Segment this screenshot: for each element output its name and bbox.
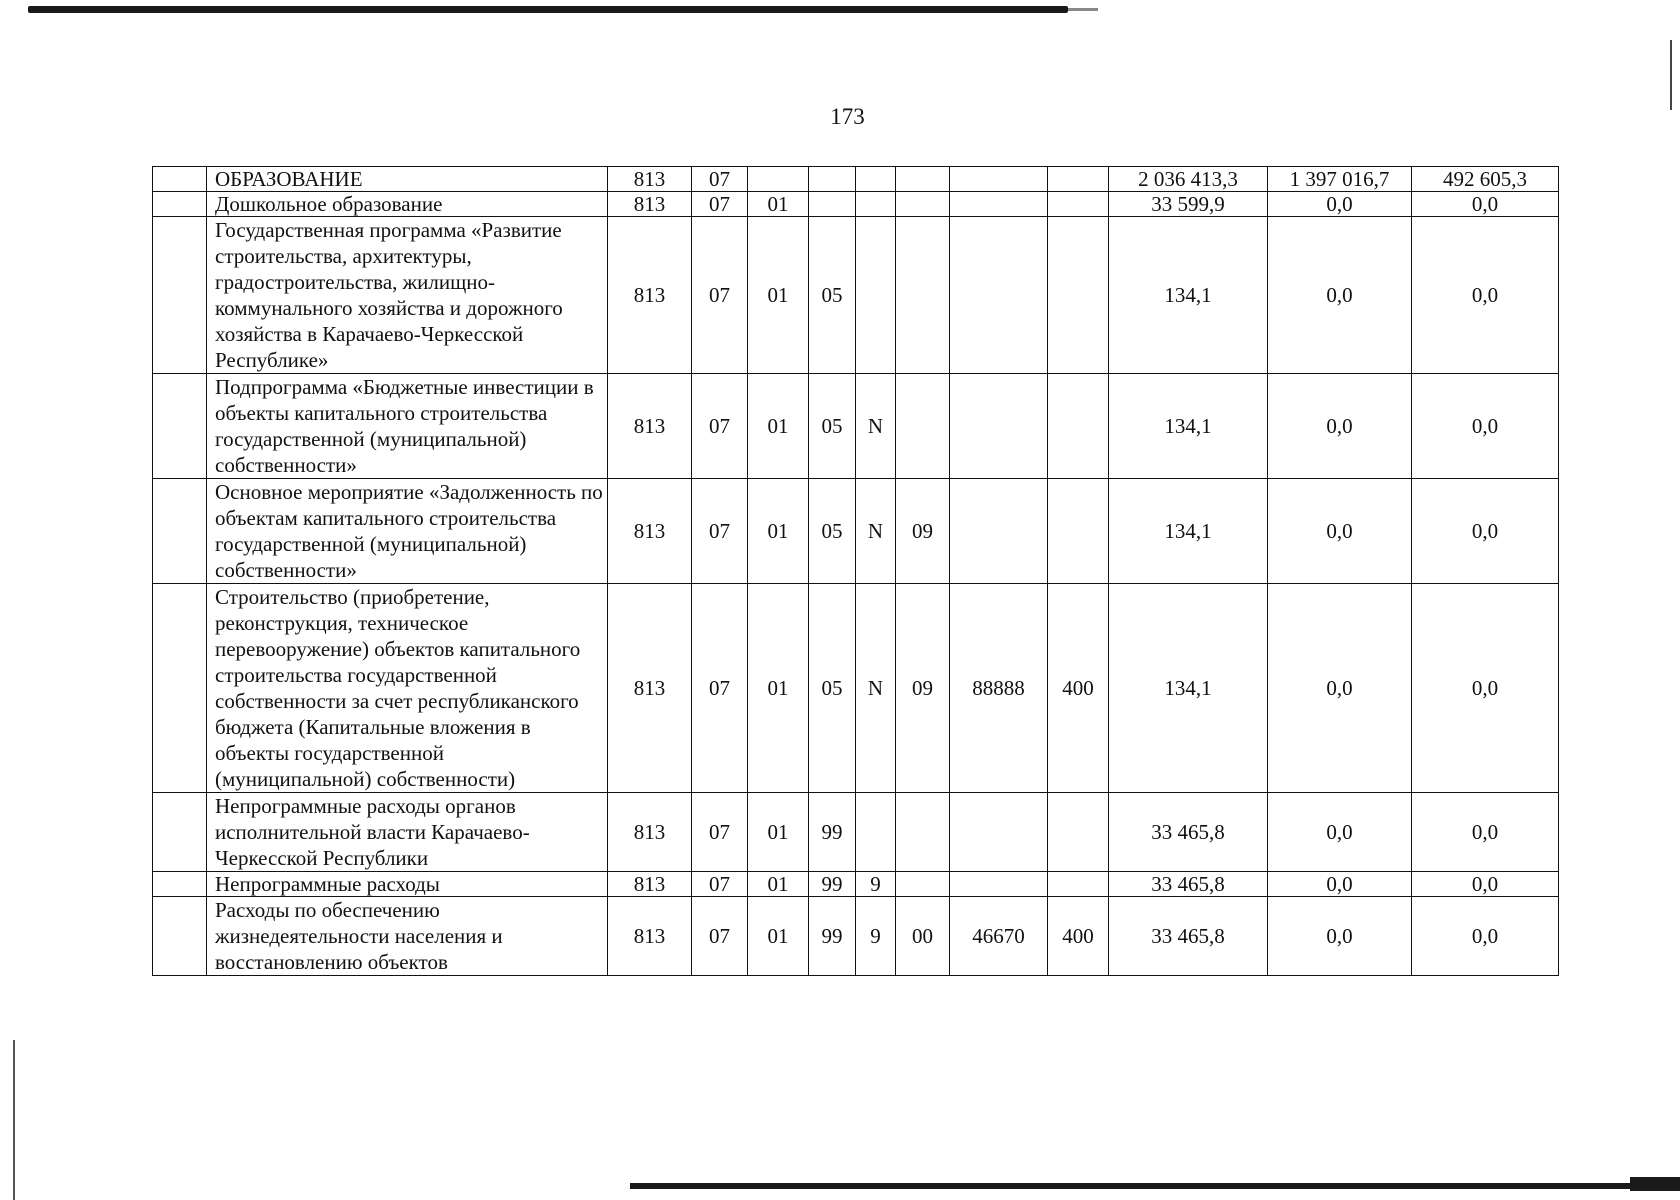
scan-top-edge <box>28 6 1068 13</box>
code-subprogram <box>856 192 896 217</box>
code-ministry: 813 <box>608 217 692 374</box>
row-marker-cell <box>153 897 207 976</box>
code-subprogram <box>856 217 896 374</box>
row-description: Основное мероприятие «Задолженность по объектам капитального строительства государственной (муниципальной) собственности» <box>207 479 608 584</box>
code-direction: 46670 <box>950 897 1048 976</box>
code-expense-type <box>1048 793 1109 872</box>
code-section: 07 <box>692 479 748 584</box>
code-program <box>809 192 856 217</box>
table-row <box>153 192 1559 217</box>
code-ministry: 813 <box>608 192 692 217</box>
code-program: 99 <box>809 872 856 897</box>
code-subsection: 01 <box>748 217 809 374</box>
amount-year-1: 33 465,8 <box>1109 897 1268 976</box>
code-expense-type <box>1048 479 1109 584</box>
amount-year-3: 0,0 <box>1412 479 1559 584</box>
row-marker-cell <box>153 167 207 192</box>
amount-year-3: 0,0 <box>1412 584 1559 793</box>
table-row <box>153 374 1559 479</box>
amount-year-3: 0,0 <box>1412 897 1559 976</box>
page-number: 173 <box>830 104 865 129</box>
amount-year-2: 0,0 <box>1268 217 1412 374</box>
code-section: 07 <box>692 897 748 976</box>
code-ministry: 813 <box>608 167 692 192</box>
table-row <box>153 897 1559 976</box>
code-section: 07 <box>692 192 748 217</box>
code-subsection: 01 <box>748 479 809 584</box>
code-subprogram: N <box>856 584 896 793</box>
code-event <box>896 217 950 374</box>
code-event <box>896 793 950 872</box>
table-row <box>153 167 1559 192</box>
row-description: Строительство (приобретение, реконструкция, техническое перевооружение) объектов капитального строительства государственной собственности за счет республиканского бюджета (Капитальные вложения в объекты государственной (муниципальной) собственности) <box>207 584 608 793</box>
code-event <box>896 872 950 897</box>
code-direction <box>950 872 1048 897</box>
amount-year-2: 1 397 016,7 <box>1268 167 1412 192</box>
row-marker-cell <box>153 793 207 872</box>
table-row <box>153 217 1559 374</box>
row-description: ОБРАЗОВАНИЕ <box>207 167 608 192</box>
code-program: 05 <box>809 479 856 584</box>
amount-year-3: 0,0 <box>1412 793 1559 872</box>
code-section: 07 <box>692 374 748 479</box>
amount-year-3: 492 605,3 <box>1412 167 1559 192</box>
code-section: 07 <box>692 584 748 793</box>
code-subprogram: N <box>856 479 896 584</box>
code-direction <box>950 793 1048 872</box>
code-subsection: 01 <box>748 584 809 793</box>
code-ministry: 813 <box>608 584 692 793</box>
table-row <box>153 872 1559 897</box>
amount-year-1: 134,1 <box>1109 479 1268 584</box>
amount-year-1: 134,1 <box>1109 374 1268 479</box>
code-subprogram <box>856 793 896 872</box>
code-expense-type <box>1048 167 1109 192</box>
amount-year-2: 0,0 <box>1268 192 1412 217</box>
code-program: 05 <box>809 584 856 793</box>
code-section: 07 <box>692 872 748 897</box>
code-ministry: 813 <box>608 374 692 479</box>
table-row <box>153 584 1559 793</box>
code-ministry: 813 <box>608 479 692 584</box>
amount-year-1: 134,1 <box>1109 217 1268 374</box>
code-ministry: 813 <box>608 872 692 897</box>
row-marker-cell <box>153 217 207 374</box>
amount-year-3: 0,0 <box>1412 192 1559 217</box>
code-section: 07 <box>692 793 748 872</box>
code-subsection: 01 <box>748 374 809 479</box>
code-expense-type: 400 <box>1048 897 1109 976</box>
row-description: Расходы по обеспечению жизнедеятельности населения и восстановлению объектов <box>207 897 608 976</box>
amount-year-1: 33 465,8 <box>1109 872 1268 897</box>
row-description: Непрограммные расходы <box>207 872 608 897</box>
code-program: 99 <box>809 897 856 976</box>
code-event: 09 <box>896 479 950 584</box>
code-event: 00 <box>896 897 950 976</box>
amount-year-2: 0,0 <box>1268 374 1412 479</box>
amount-year-2: 0,0 <box>1268 897 1412 976</box>
amount-year-2: 0,0 <box>1268 872 1412 897</box>
amount-year-3: 0,0 <box>1412 872 1559 897</box>
code-section: 07 <box>692 217 748 374</box>
code-program <box>809 167 856 192</box>
code-direction <box>950 217 1048 374</box>
table-row <box>153 479 1559 584</box>
code-section: 07 <box>692 167 748 192</box>
code-program: 05 <box>809 217 856 374</box>
amount-year-2: 0,0 <box>1268 584 1412 793</box>
amount-year-1: 33 599,9 <box>1109 192 1268 217</box>
code-event <box>896 192 950 217</box>
scan-left-edge <box>13 1040 15 1200</box>
table-row <box>153 793 1559 872</box>
row-description: Дошкольное образование <box>207 192 608 217</box>
row-marker-cell <box>153 374 207 479</box>
code-event <box>896 374 950 479</box>
amount-year-1: 33 465,8 <box>1109 793 1268 872</box>
code-direction <box>950 479 1048 584</box>
code-program: 99 <box>809 793 856 872</box>
code-ministry: 813 <box>608 897 692 976</box>
budget-table <box>152 166 1559 976</box>
code-direction <box>950 374 1048 479</box>
code-direction <box>950 192 1048 217</box>
scan-right-edge <box>1670 40 1672 110</box>
code-subprogram <box>856 167 896 192</box>
code-program: 05 <box>809 374 856 479</box>
amount-year-2: 0,0 <box>1268 479 1412 584</box>
code-subsection: 01 <box>748 872 809 897</box>
amount-year-2: 0,0 <box>1268 793 1412 872</box>
amount-year-3: 0,0 <box>1412 374 1559 479</box>
code-subsection: 01 <box>748 192 809 217</box>
row-description: Подпрограмма «Бюджетные инвестиции в объекты капитального строительства государственной (муниципальной) собственности» <box>207 374 608 479</box>
row-description: Государственная программа «Развитие строительства, архитектуры, градостроительства, жилищно-коммунального хозяйства и дорожного хозяйства в Карачаево-Черкесской Республике» <box>207 217 608 374</box>
code-event: 09 <box>896 584 950 793</box>
code-ministry: 813 <box>608 793 692 872</box>
row-marker-cell <box>153 192 207 217</box>
code-subprogram: 9 <box>856 897 896 976</box>
code-expense-type: 400 <box>1048 584 1109 793</box>
row-description: Непрограммные расходы органов исполнительной власти Карачаево-Черкесской Республики <box>207 793 608 872</box>
code-event <box>896 167 950 192</box>
row-marker-cell <box>153 479 207 584</box>
code-subsection <box>748 167 809 192</box>
row-marker-cell <box>153 584 207 793</box>
amount-year-3: 0,0 <box>1412 217 1559 374</box>
amount-year-1: 134,1 <box>1109 584 1268 793</box>
code-expense-type <box>1048 192 1109 217</box>
code-expense-type <box>1048 872 1109 897</box>
code-subsection: 01 <box>748 793 809 872</box>
code-expense-type <box>1048 217 1109 374</box>
scan-bottom-edge <box>630 1183 1680 1189</box>
code-subprogram: 9 <box>856 872 896 897</box>
code-direction <box>950 167 1048 192</box>
code-subprogram: N <box>856 374 896 479</box>
code-expense-type <box>1048 374 1109 479</box>
code-subsection: 01 <box>748 897 809 976</box>
amount-year-1: 2 036 413,3 <box>1109 167 1268 192</box>
row-marker-cell <box>153 872 207 897</box>
code-direction: 88888 <box>950 584 1048 793</box>
